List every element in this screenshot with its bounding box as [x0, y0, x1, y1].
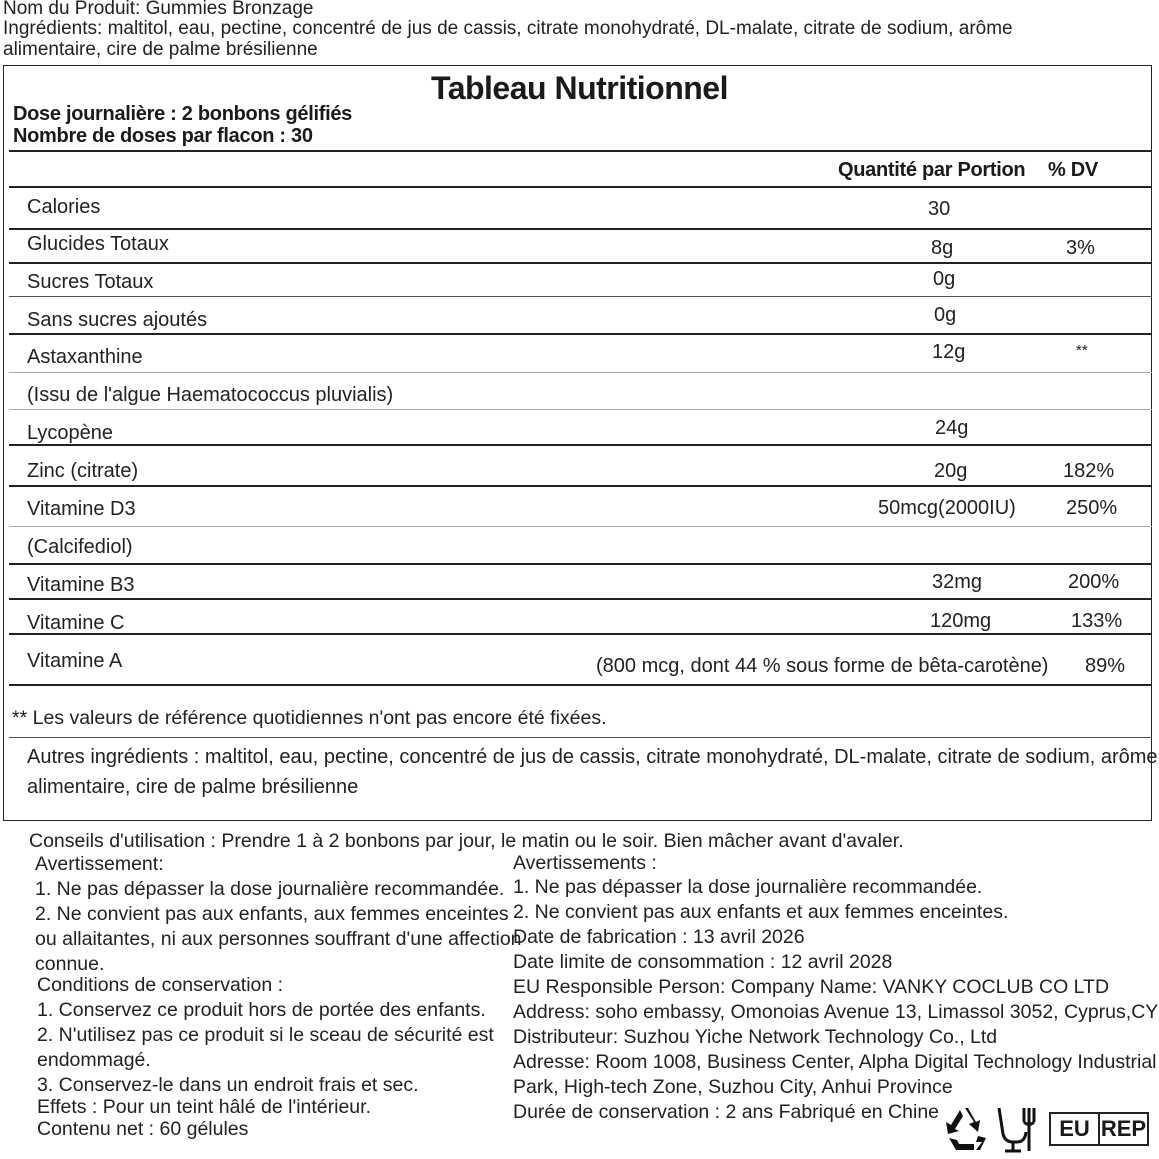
distributor-address-a: Adresse: Room 1008, Business Center, Alpha Digital Technology Industrial	[513, 1051, 1157, 1073]
right-warning-2: 2. Ne convient pas aux enfants et aux femmes enceintes.	[513, 901, 1009, 923]
divider	[9, 409, 1152, 410]
divider	[9, 633, 1152, 635]
row-name-calories: Calories	[27, 196, 101, 218]
left-warning-1: 1. Ne pas dépasser la dose journalière recommandée.	[35, 878, 505, 900]
storage-title: Conditions de conservation :	[37, 974, 284, 996]
eu-responsible-person: EU Responsible Person: Company Name: VANKY COCLUB CO LTD	[513, 976, 1110, 998]
expiry-date: Date limite de consommation : 12 avril 2028	[513, 951, 893, 973]
divider	[9, 186, 1152, 188]
shelf-life: Durée de conservation : 2 ans Fabriqué en Chine	[513, 1101, 940, 1123]
storage-2b: endommagé.	[37, 1049, 151, 1071]
divider	[9, 598, 1152, 600]
row-dv-vitamine-a: 89%	[1085, 655, 1126, 677]
row-amount-lycopene: 24g	[935, 417, 969, 439]
row-dv-vitamine-c: 133%	[1071, 610, 1123, 632]
divider	[9, 333, 1152, 335]
row-name-sans-sucres: Sans sucres ajoutés	[27, 309, 208, 331]
product-name: Nom du Produit: Gummies Bronzage	[3, 0, 314, 19]
row-amount-vitamine-a: (800 mcg, dont 44 % sous forme de bêta-carotène)	[596, 655, 1049, 677]
row-amount-vitamine-b3: 32mg	[932, 571, 983, 593]
row-name-vitamine-c: Vitamine C	[27, 612, 125, 634]
servings-per-container: Nombre de doses par flacon : 30	[13, 125, 313, 147]
divider	[9, 150, 1152, 152]
row-name-glucides: Glucides Totaux	[27, 233, 169, 255]
divider	[9, 684, 1152, 686]
storage-3: 3. Conservez-le dans un endroit frais et sec.	[37, 1074, 419, 1096]
table-footnote: ** Les valeurs de référence quotidiennes n'ont pas encore été fixées.	[12, 707, 607, 729]
row-amount-sans-sucres: 0g	[934, 304, 957, 326]
other-ingredients-line-1: Autres ingrédients : maltitol, eau, pectine, concentré de jus de cassis, citrate monohydraté, DL-malate, citrate de sodium, arôme	[27, 746, 1158, 768]
eu-rep-badge	[1049, 1112, 1149, 1146]
row-amount-vitamine-c: 120mg	[930, 610, 992, 632]
ingredients-line-2: alimentaire, cire de palme brésilienne	[3, 39, 318, 60]
divider	[9, 228, 1152, 230]
distributor-address-b: Park, High-tech Zone, Suzhou City, Anhui Province	[513, 1076, 953, 1098]
serving-size: Dose journalière : 2 bonbons gélifiés	[13, 103, 352, 125]
eu-label: EU	[1059, 1116, 1090, 1141]
row-amount-calories: 30	[928, 198, 951, 220]
divider	[9, 737, 1152, 738]
row-name-vitamine-b3: Vitamine B3	[27, 574, 135, 596]
food-safe-icon	[994, 1104, 1040, 1154]
row-name-vitamine-a: Vitamine A	[27, 650, 123, 672]
col-amount-header: Quantité par Portion	[838, 159, 1026, 181]
left-warning-2b: ou allaitantes, ni aux personnes souffrant d'une affection	[35, 928, 522, 950]
row-dv-glucides: 3%	[1066, 237, 1095, 259]
row-dv-vitamine-d3: 250%	[1066, 497, 1118, 519]
recycle-icon	[940, 1104, 990, 1154]
manufacture-date: Date de fabrication : 13 avril 2026	[513, 926, 805, 948]
row-dv-zinc: 182%	[1063, 460, 1115, 482]
net-content: Contenu net : 60 gélules	[37, 1118, 249, 1140]
divider	[9, 372, 1152, 373]
divider	[9, 526, 1152, 527]
other-ingredients-line-2: alimentaire, cire de palme brésilienne	[27, 776, 359, 798]
right-warning-1: 1. Ne pas dépasser la dose journalière recommandée.	[513, 876, 983, 898]
distributor: Distributeur: Suzhou Yiche Network Technology Co., Ltd	[513, 1026, 998, 1048]
row-name-lycopene: Lycopène	[27, 422, 113, 444]
divider	[9, 444, 1152, 446]
row-name-vitamine-d3: Vitamine D3	[27, 498, 136, 520]
row-dv-astaxanthine: **	[1076, 342, 1088, 359]
left-warning-2c: connue.	[35, 953, 105, 975]
right-warning-title: Avertissements :	[513, 852, 657, 874]
row-amount-sucres: 0g	[933, 268, 956, 290]
left-warning-2a: 2. Ne convient pas aux enfants, aux femmes enceintes	[35, 903, 509, 925]
effects: Effets : Pour un teint hâlé de l'intérieur.	[37, 1096, 371, 1118]
left-warning-title: Avertissement:	[35, 853, 164, 875]
usage-instructions: Conseils d'utilisation : Prendre 1 à 2 bonbons par jour, le matin ou le soir. Bien mâcher avant d'avaler.	[29, 830, 904, 852]
divider	[9, 296, 1152, 297]
row-amount-glucides: 8g	[931, 237, 954, 259]
ingredients-line-1: Ingrédients: maltitol, eau, pectine, concentré de jus de cassis, citrate monohydraté, DL-malate, citrate de sodium, arôme	[3, 18, 1013, 39]
storage-1: 1. Conservez ce produit hors de portée des enfants.	[37, 999, 486, 1021]
eu-address: Address: soho embassy, Omonoias Avenue 13, Limassol 3052, Cyprus,CY	[513, 1001, 1159, 1023]
rep-label: REP	[1098, 1114, 1147, 1144]
row-amount-vitamine-d3: 50mcg(2000IU)	[878, 497, 1016, 519]
row-amount-astaxanthine: 12g	[932, 341, 966, 363]
table-title: Tableau Nutritionnel	[431, 70, 728, 106]
row-name-sucres: Sucres Totaux	[27, 271, 154, 293]
divider	[9, 262, 1152, 264]
row-name-astaxanthine: Astaxanthine	[27, 346, 143, 368]
row-name-calcifediol: (Calcifediol)	[27, 536, 133, 558]
row-dv-vitamine-b3: 200%	[1068, 571, 1120, 593]
row-name-zinc: Zinc (citrate)	[27, 460, 139, 482]
storage-2a: 2. N'utilisez pas ce produit si le sceau de sécurité est	[37, 1024, 494, 1046]
row-name-astaxanthine-source: (Issu de l'algue Haematococcus pluvialis)	[27, 384, 394, 406]
row-amount-zinc: 20g	[934, 460, 968, 482]
divider	[9, 485, 1152, 487]
divider	[9, 563, 1152, 565]
col-dv-header: % DV	[1048, 159, 1098, 181]
